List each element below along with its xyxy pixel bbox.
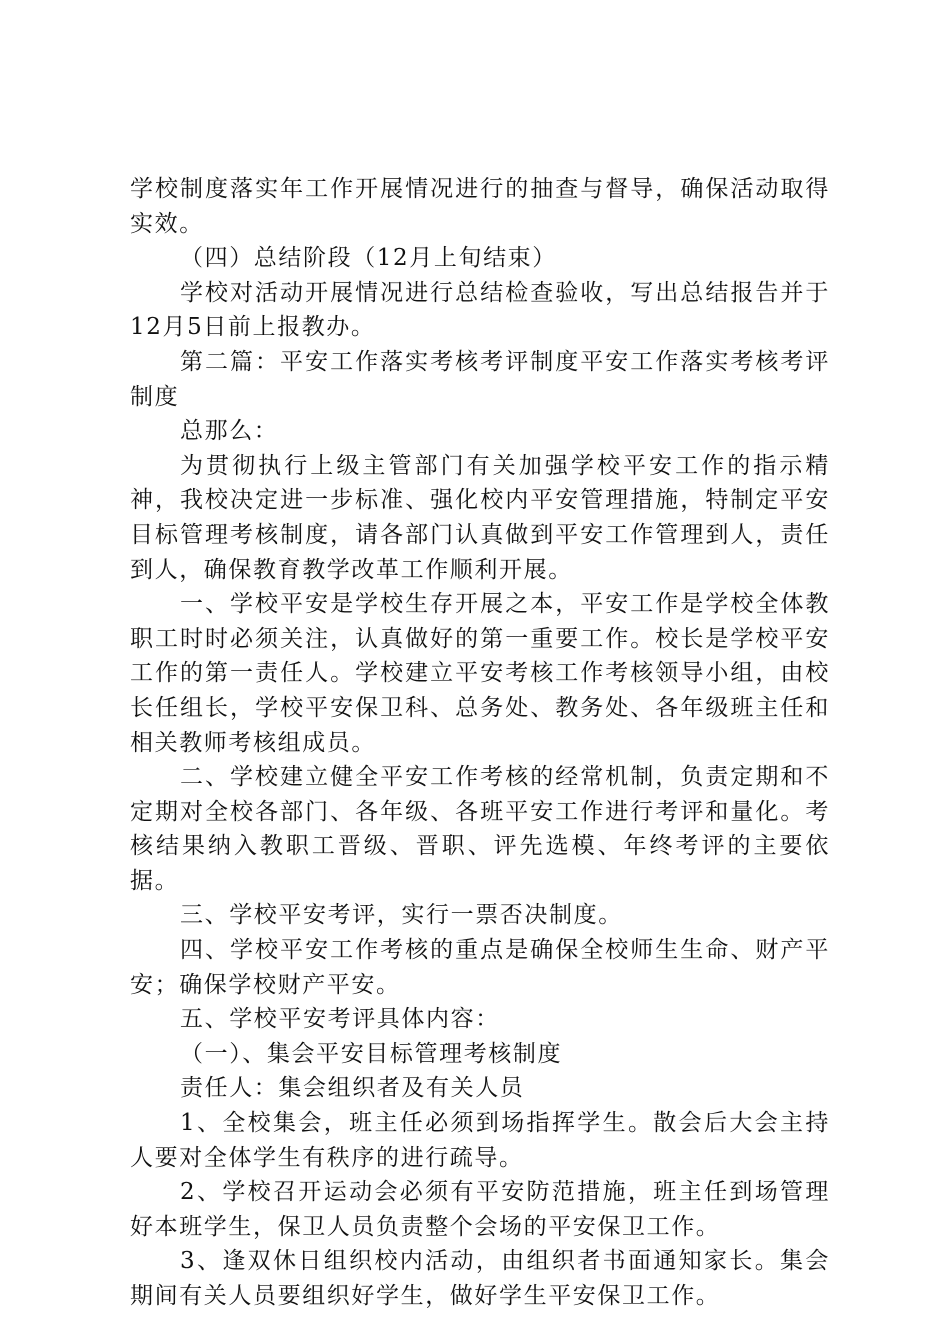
responsible-person: 责任人：集会组织者及有关人员 xyxy=(180,1075,525,1102)
paragraph-item-3: 三、学校平安考评，实行一票否决制度。 xyxy=(180,902,623,929)
rule-item-2: 2、学校召开运动会必须有平安防范措施，班主任到场管理好本班学生，保卫人员负责整个会场的平安保卫工作。 xyxy=(130,1179,830,1240)
paragraph-item-5: 五、学校平安考评具体内容： xyxy=(180,1006,500,1033)
paragraph-item-2: 二、学校建立健全平安工作考核的经常机制，负责定期和不定期对全校各部门、各年级、各班平安工作进行考评和量化。考核结果纳入教职工晋级、晋职、评先选模、年终考评的主要依据。 xyxy=(130,764,830,894)
paragraph-item-1: 一、学校平安是学校生存开展之本，平安工作是学校全体教职工时时必须关注，认真做好的第一重要工作。校长是学校平安工作的第一责任人。学校建立平安考核工作考核领导小组，由校长任组长，学校平安保卫科、总务处、教务处、各年级班主任和相关教师考核组成员。 xyxy=(130,591,830,756)
chapter-title: 第二篇：平安工作落实考核考评制度平安工作落实考核考评制度 xyxy=(130,348,830,410)
paragraph-item-4: 四、学校平安工作考核的重点是确保全校师生生命、财产平安；确保学校财产平安。 xyxy=(130,937,830,998)
paragraph-summary: 学校对活动开展情况进行总结检查验收，写出总结报告并于12月5日前上报教办。 xyxy=(130,279,830,341)
paragraph-intro: 为贯彻执行上级主管部门有关加强学校平安工作的指示精神，我校决定进一步标准、强化校内平安管理措施，特制定平安目标管理考核制度，请各部门认真做到平安工作管理到人，责任到人，确保教育教学改革工作顺利开展。 xyxy=(130,452,830,583)
general-principles-heading: 总那么： xyxy=(180,418,279,445)
rule-item-3: 3、逢双休日组织校内活动，由组织者书面通知家长。集会期间有关人员要组织好学生，做好学生平安保卫工作。 xyxy=(130,1248,830,1309)
section-heading-summary-phase: （四）总结阶段（12月上旬结束） xyxy=(180,245,557,272)
document-body xyxy=(130,172,830,1314)
paragraph-continuation: 学校制度落实年工作开展情况进行的抽查与督导，确保活动取得实效。 xyxy=(130,176,830,237)
section-heading-assembly: （一）、集会平安目标管理考核制度 xyxy=(180,1040,563,1067)
rule-item-1: 1、全校集会，班主任必须到场指挥学生。散会后大会主持人要对全体学生有秩序的进行疏导。 xyxy=(130,1110,830,1171)
